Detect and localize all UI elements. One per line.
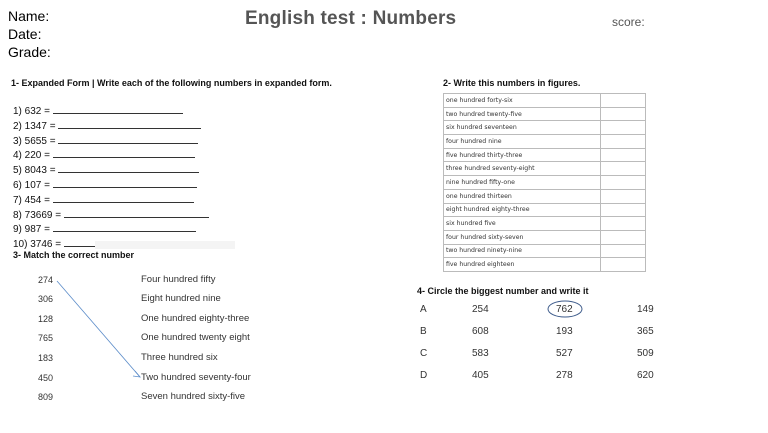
section1-heading: 1- Expanded Form | Write each of the following numbers in expanded form. bbox=[11, 78, 332, 88]
row-letter: C bbox=[420, 348, 428, 359]
table-row: two hundred ninety-nine bbox=[444, 244, 646, 258]
table-row: two hundred twenty-five bbox=[444, 107, 646, 121]
list-item: 10) 3746 = bbox=[13, 237, 209, 252]
choice-value[interactable]: 149 bbox=[637, 304, 654, 315]
table-row: six hundred five bbox=[444, 217, 646, 231]
table-row: four hundred nine bbox=[444, 135, 646, 149]
list-item: 5) 8043 = bbox=[13, 163, 209, 178]
table-row: eight hundred eighty-three bbox=[444, 203, 646, 217]
list-item: 9) 987 = bbox=[13, 222, 209, 237]
row-letter: D bbox=[420, 370, 428, 381]
match-number[interactable]: 306 bbox=[38, 294, 54, 304]
list-item: 3) 5655 = bbox=[13, 134, 209, 149]
name-label: Name: bbox=[8, 8, 50, 24]
list-item: 2) 1347 = bbox=[13, 119, 209, 134]
choice-value[interactable]: 365 bbox=[637, 326, 654, 337]
choice-value[interactable]: 278 bbox=[556, 370, 573, 381]
list-item: 8) 73669 = bbox=[13, 208, 209, 223]
table-row: five hundred thirty-three bbox=[444, 148, 646, 162]
choice-value[interactable]: 193 bbox=[556, 326, 573, 337]
match-number[interactable]: 183 bbox=[38, 353, 54, 363]
match-number[interactable]: 765 bbox=[38, 333, 54, 343]
section4-heading: 4- Circle the biggest number and write it bbox=[417, 286, 589, 296]
list-item: 6) 107 = bbox=[13, 178, 209, 193]
table-row: one hundred forty-six bbox=[444, 94, 646, 108]
table-row: nine hundred fifty-one bbox=[444, 176, 646, 190]
list-item: 4) 220 = bbox=[13, 148, 209, 163]
table-row: six hundred seventeen bbox=[444, 121, 646, 135]
answer-circle bbox=[546, 299, 584, 319]
match-number[interactable]: 450 bbox=[38, 373, 54, 383]
choice-value[interactable]: 620 bbox=[637, 370, 654, 381]
score-label: score: bbox=[612, 15, 645, 29]
match-word[interactable]: Four hundred fifty bbox=[141, 274, 216, 285]
match-number[interactable]: 809 bbox=[38, 392, 54, 402]
choice-value[interactable]: 583 bbox=[472, 348, 489, 359]
grade-label: Grade: bbox=[8, 44, 51, 60]
row-letter: B bbox=[420, 326, 427, 337]
match-word[interactable]: One hundred twenty eight bbox=[141, 332, 250, 343]
section2-heading: 2- Write this numbers in figures. bbox=[443, 78, 581, 88]
match-word[interactable]: Two hundred seventy-four bbox=[141, 372, 251, 383]
choice-value[interactable]: 608 bbox=[472, 326, 489, 337]
list-item: 7) 454 = bbox=[13, 193, 209, 208]
page-title: English test : Numbers bbox=[245, 8, 457, 29]
table-row: five hundred eighteen bbox=[444, 258, 646, 272]
table-row: three hundred seventy-eight bbox=[444, 162, 646, 176]
choice-value[interactable]: 254 bbox=[472, 304, 489, 315]
match-number[interactable]: 274 bbox=[38, 275, 54, 285]
date-label: Date: bbox=[8, 26, 42, 42]
table-row: one hundred thirteen bbox=[444, 189, 646, 203]
section3-heading: 3- Match the correct number bbox=[13, 250, 135, 260]
choice-value[interactable]: 405 bbox=[472, 370, 489, 381]
match-word[interactable]: Seven hundred sixty-five bbox=[141, 391, 246, 402]
choice-value[interactable]: 527 bbox=[556, 348, 573, 359]
table-row: four hundred sixty-seven bbox=[444, 230, 646, 244]
match-word[interactable]: One hundred eighty-three bbox=[141, 313, 250, 324]
choice-value[interactable]: 762 bbox=[556, 304, 573, 315]
row-letter: A bbox=[420, 304, 427, 315]
choice-value[interactable]: 509 bbox=[637, 348, 654, 359]
match-word[interactable]: Eight hundred nine bbox=[141, 293, 221, 304]
match-number[interactable]: 128 bbox=[38, 314, 54, 324]
list-item: 1) 632 = bbox=[13, 104, 209, 119]
match-word[interactable]: Three hundred six bbox=[141, 352, 218, 363]
